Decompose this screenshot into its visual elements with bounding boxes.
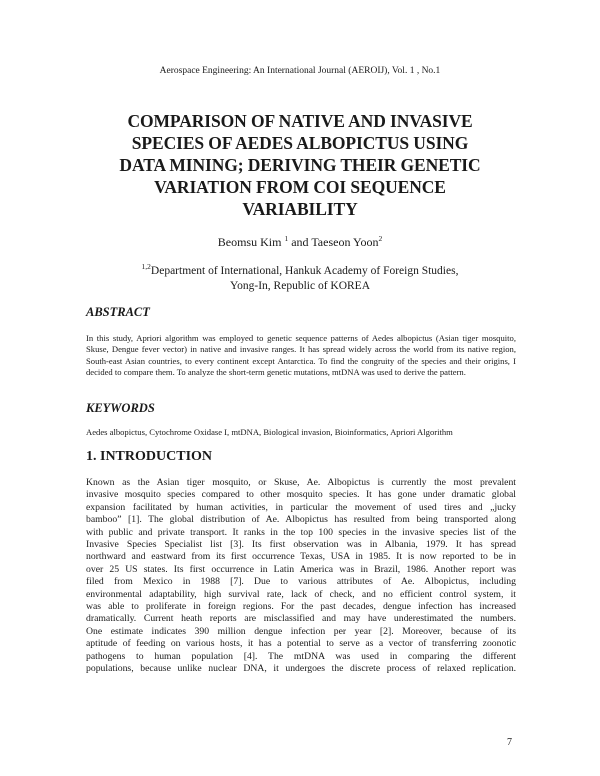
intro-line: expansion facilitated by human activities, in particular the movement of used tires and „jucky: [86, 501, 516, 513]
affiliation: [0, 264, 600, 294]
intro-line: dramatically. Current heath reports are misclassified and may have underestimated the numbers.: [86, 613, 516, 625]
keywords-heading: KEYWORDS: [86, 401, 155, 415]
author-affiliation-mark: 1: [284, 234, 289, 243]
authors: [0, 235, 600, 250]
intro-line: filed from Mexico in 1988 [7]. Due to various attributes of Ae. Albopictus, including: [86, 576, 516, 588]
author-affiliation-mark: 2: [378, 234, 383, 243]
title-line: VARIATION FROM COI SEQUENCE: [154, 177, 446, 197]
intro-line: environmental adaptability, high survival rate, lack of check, and no efficient control system, it: [86, 588, 516, 600]
title-line: SPECIES OF AEDES ALBOPICTUS USING: [131, 133, 469, 153]
intro-line: aptitude of feeding on various hosts, it has a potential to serve as a vector of transferring zoonotic: [86, 638, 516, 650]
author-conjunction: and: [291, 235, 309, 249]
keywords-body: Aedes albopictus, Cytochrome Oxidase I, mtDNA, Biological invasion, Bioinformatics, Apriori Algorithm: [86, 427, 453, 437]
affiliation-line: Department of International, Hankuk Academy of Foreign Studies,: [150, 265, 459, 277]
abstract-heading: ABSTRACT: [86, 305, 150, 319]
title-line: VARIABILITY: [242, 199, 358, 219]
page-number: 7: [507, 737, 512, 748]
intro-line: One estimate indicates 390 million dengue infection per year [2]. Moreover, because of its: [86, 625, 516, 637]
intro-line: northward and eastward from its first occurrence Texas, USA in 1985. It is now reported to be in: [86, 551, 516, 563]
running-head: Aerospace Engineering: An International Journal (AEROIJ), Vol. 1 , No.1: [159, 66, 441, 76]
affiliation-mark: 1,2: [141, 262, 151, 271]
intro-line: pathogens to human population [4]. The mtDNA was used in comparing the different: [86, 650, 516, 662]
abstract-body: In this study, Apriori algorithm was employed to genetic sequence patterns of Aedes albopictus (Asian tiger mosquito, Skuse, Dengue fever vector) in native and invasive ranges. It has spread widely across the world from its native region, South-east Asian countries, to every continent except Antarctica. To find the congruity of the species and their origins, I decided to compare them. To analyze the short-term genetic mutations, mtDNA was used to derive the pattern.: [86, 333, 516, 377]
intro-line: with public and private transport. It ranks in the top 100 species in the invasive species list of the: [86, 526, 516, 538]
intro-line: populations, because unlike nuclear DNA, it undergoes the discrete process of relaxed replication.: [86, 663, 516, 675]
intro-line: was able to proliferate in foreign regions. For the past decades, dengue infection has increased: [86, 601, 516, 613]
author-name: Taeseon Yoon: [311, 235, 379, 249]
intro-line: Invasive Species Specialist list [3]. Its first observation was in Albania, 1979. It has spread: [86, 539, 516, 551]
intro-line: bamboo” [1]. The global distribution of Ae. Albopictus has resulted from being transported along: [86, 514, 516, 526]
paper-title: [60, 110, 540, 220]
title-line: COMPARISON OF NATIVE AND INVASIVE: [127, 111, 473, 131]
affiliation-line: Yong-In, Republic of KOREA: [229, 280, 371, 292]
intro-line: over 25 US states. Its first occurrence in Latin America was in Brazil, 1986. Another report was: [86, 563, 516, 575]
introduction-heading: 1. INTRODUCTION: [86, 449, 213, 464]
intro-line: invasive mosquito species compared to other mosquito species. It has gone under dramatic global: [86, 489, 516, 501]
author-name: Beomsu Kim: [217, 235, 282, 249]
intro-line: Known as the Asian tiger mosquito, or Skuse, Ae. Albopictus is currently the most prevalent: [86, 477, 516, 488]
introduction-body: [86, 477, 516, 676]
title-line: DATA MINING; DERIVING THEIR GENETIC: [119, 155, 481, 175]
